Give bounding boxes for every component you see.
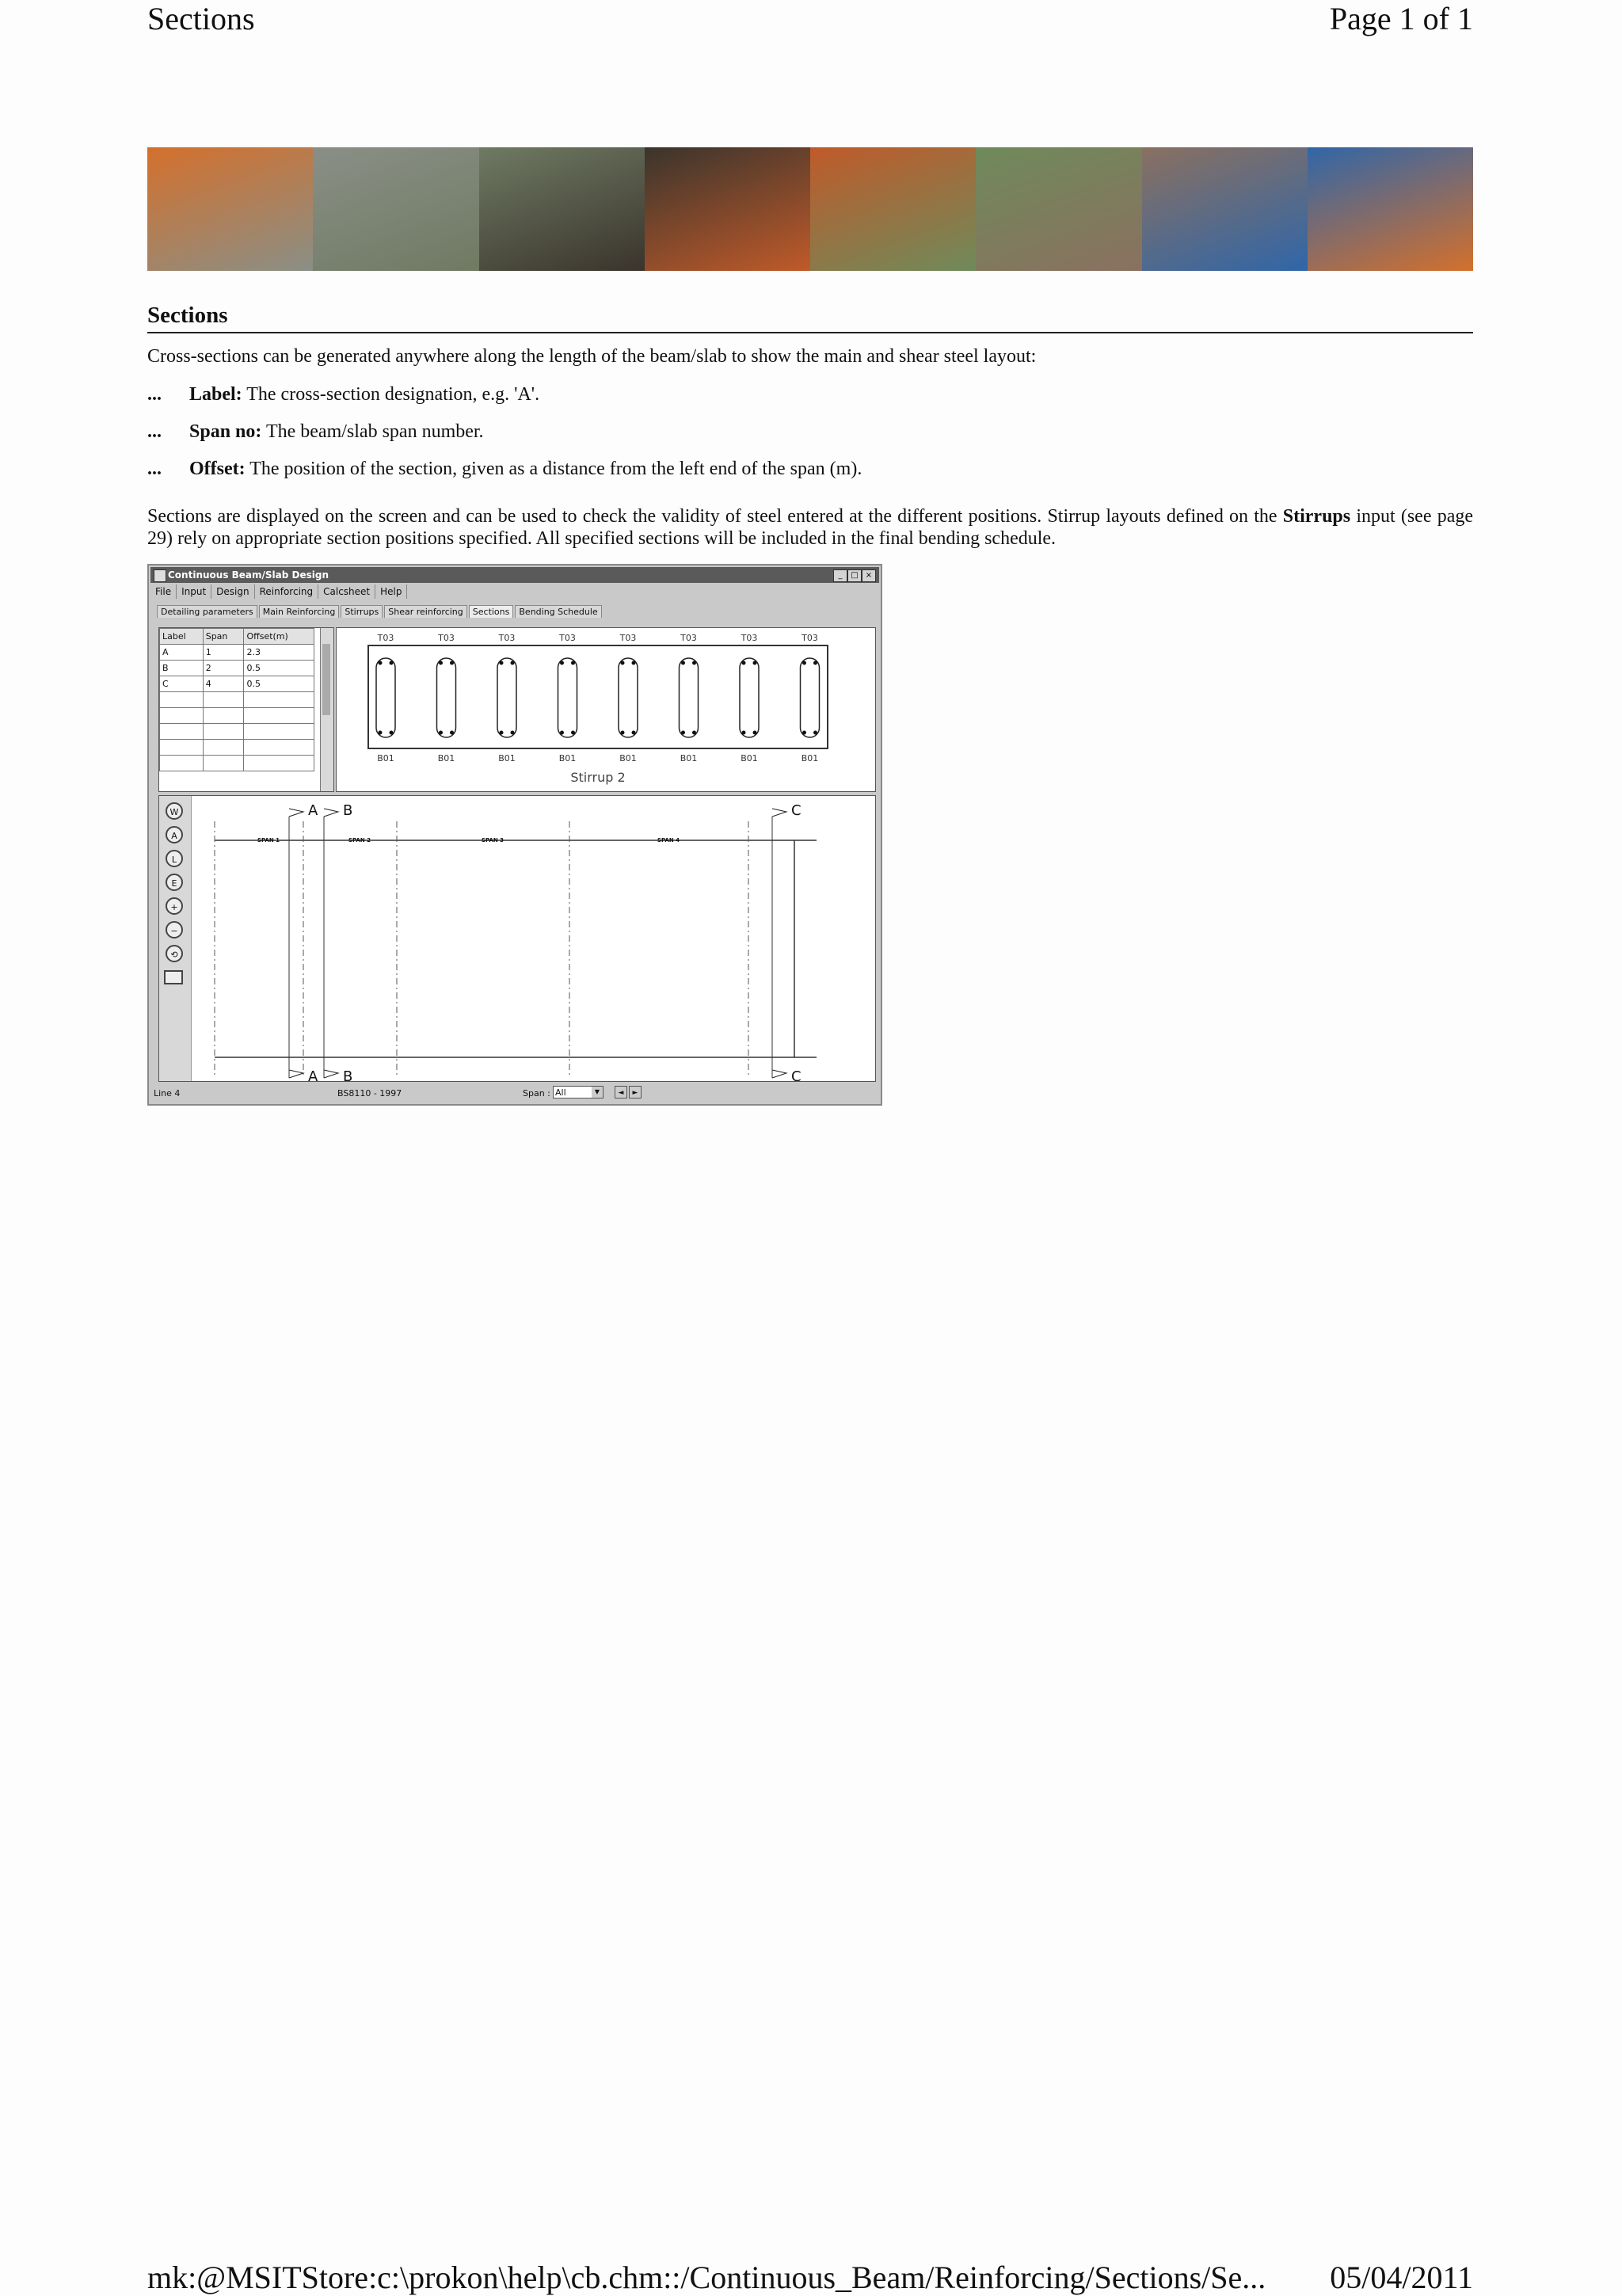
section-arrow-bottom <box>324 1070 338 1078</box>
section-arrow-top <box>772 809 786 817</box>
menu-design[interactable]: Design <box>211 584 254 599</box>
intro-paragraph: Cross-sections can be generated anywhere along the length of the beam/slab to show the main and shear steel layout: <box>147 346 1037 367</box>
span-label: Span : <box>523 1088 550 1099</box>
stirrup-shape <box>376 658 395 737</box>
column-header-offset[interactable]: Offset(m) <box>244 629 314 645</box>
app-icon <box>154 569 166 582</box>
table-cell[interactable] <box>244 692 314 708</box>
table-cell[interactable]: 1 <box>203 645 244 661</box>
table-row[interactable] <box>160 740 314 756</box>
close-button[interactable]: × <box>862 569 876 582</box>
span-select[interactable]: All ▼ <box>553 1086 603 1099</box>
stirrup-shape <box>437 658 456 737</box>
top-bar <box>813 661 817 665</box>
menu-reinforcing[interactable]: Reinforcing <box>255 584 319 599</box>
pan-icon[interactable]: ⟲ <box>166 945 183 962</box>
bottom-bar <box>802 731 806 735</box>
banner-photo <box>810 147 976 271</box>
section-arrow-bottom <box>289 1070 303 1078</box>
top-bar <box>390 661 394 665</box>
tab-main-reinforcing[interactable]: Main Reinforcing <box>259 605 340 618</box>
tool-strip <box>159 796 192 1081</box>
tab-sections[interactable]: Sections <box>469 605 514 618</box>
zoom-left-icon[interactable]: L <box>166 850 183 867</box>
banner-photo <box>313 147 478 271</box>
stirrup-shape <box>740 658 759 737</box>
section-arrow-top <box>324 809 338 817</box>
bottom-bar <box>450 731 454 735</box>
top-bar <box>560 661 564 665</box>
menu-help[interactable]: Help <box>375 584 407 599</box>
top-bar-label: T03 <box>619 633 637 643</box>
top-bar <box>439 661 443 665</box>
next-span-button[interactable]: ► <box>629 1086 642 1099</box>
list-item: ... Span no: The beam/slab span number. <box>147 421 484 442</box>
table-cell[interactable]: A <box>160 645 204 661</box>
bottom-bar <box>511 731 515 735</box>
table-cell[interactable]: 4 <box>203 676 244 692</box>
span-label: SPAN 1 <box>257 837 280 843</box>
tab-detailing-parameters[interactable]: Detailing parameters <box>157 605 257 618</box>
stirrup-shape <box>497 658 516 737</box>
previous-span-button[interactable]: ◄ <box>615 1086 627 1099</box>
table-row[interactable] <box>160 676 314 692</box>
bottom-bar <box>681 731 685 735</box>
stirrup-shape <box>558 658 577 737</box>
top-bar <box>450 661 454 665</box>
menu-calcsheet[interactable]: Calcsheet <box>318 584 375 599</box>
bottom-bar-label: B01 <box>741 753 758 763</box>
top-bar-label: T03 <box>438 633 455 643</box>
table-cell[interactable]: C <box>160 676 204 692</box>
zoom-out-icon[interactable]: − <box>166 921 183 939</box>
section-arrow-bottom <box>772 1070 786 1078</box>
cross-section-view <box>336 627 876 792</box>
section-mark-bottom: B <box>343 1068 353 1081</box>
banner-photo <box>1142 147 1308 271</box>
zoom-all-icon[interactable]: A <box>166 826 183 843</box>
scrollbar-thumb[interactable] <box>322 644 330 715</box>
top-bar-label: T03 <box>680 633 697 643</box>
top-bar <box>753 661 757 665</box>
footer-date: 05/04/2011 <box>1330 2260 1473 2295</box>
top-bar-label: T03 <box>801 633 818 643</box>
bottom-bar-label: B01 <box>801 753 819 763</box>
tab-shear-reinforcing[interactable]: Shear reinforcing <box>384 605 467 618</box>
section-arrow-top <box>289 809 303 817</box>
banner-photo <box>645 147 810 271</box>
bottom-bar-label: B01 <box>437 753 455 763</box>
top-bar-label: T03 <box>741 633 758 643</box>
table-cell[interactable]: B <box>160 661 204 676</box>
menu-input[interactable]: Input <box>177 584 211 599</box>
tab-strip <box>157 605 603 619</box>
banner-photo <box>147 147 313 271</box>
bottom-bar <box>390 731 394 735</box>
table-cell[interactable]: 2.3 <box>244 645 314 661</box>
table-row[interactable] <box>160 724 314 740</box>
sections-table <box>159 628 314 771</box>
top-bar <box>571 661 575 665</box>
bottom-bar <box>692 731 696 735</box>
banner-photo <box>1308 147 1473 271</box>
status-line: Line 4 <box>154 1088 181 1099</box>
span-label: SPAN 3 <box>481 837 504 843</box>
tab-stirrups[interactable]: Stirrups <box>341 605 383 618</box>
bottom-bar-label: B01 <box>498 753 516 763</box>
bottom-bar-label: B01 <box>680 753 698 763</box>
section-mark-top: B <box>343 802 353 819</box>
table-cell[interactable]: 2 <box>203 661 244 676</box>
bottom-bar <box>560 731 564 735</box>
app-window <box>147 564 882 1106</box>
top-bar <box>379 661 383 665</box>
list-item: ... Label: The cross-section designation, e.g. 'A'. <box>147 384 540 405</box>
bottom-bar <box>500 731 504 735</box>
list-item: ... Offset: The position of the section, given as a distance from the left end of the span (m). <box>147 459 862 479</box>
top-bar <box>621 661 625 665</box>
section-caption: Stirrup 2 <box>570 770 626 785</box>
footer-path: mk:@MSITStore:c:\prokon\help\cb.chm::/Continuous_Beam/Reinforcing/Sections/Se... <box>147 2260 1266 2295</box>
zoom-in-icon[interactable]: + <box>166 897 183 915</box>
bottom-bar <box>753 731 757 735</box>
table-cell[interactable] <box>244 756 314 771</box>
top-bar-label: T03 <box>559 633 576 643</box>
zoom-extents-icon[interactable]: E <box>166 874 183 891</box>
bottom-bar <box>379 731 383 735</box>
stirrup-shape <box>801 658 820 737</box>
table-cell[interactable] <box>244 724 314 740</box>
table-cell[interactable]: 0.5 <box>244 676 314 692</box>
maximize-button[interactable]: □ <box>847 569 862 582</box>
stirrup-shape <box>680 658 699 737</box>
bottom-bar <box>632 731 636 735</box>
top-bar <box>681 661 685 665</box>
table-cell[interactable] <box>244 708 314 724</box>
top-bar <box>632 661 636 665</box>
top-bar <box>500 661 504 665</box>
table-row[interactable] <box>160 692 314 708</box>
beam-elevation-drawing <box>191 796 874 1081</box>
span-label: SPAN 2 <box>348 837 371 843</box>
span-label: SPAN 4 <box>657 837 680 843</box>
description-paragraph: Sections are displayed on the screen and can be used to check the validity of steel entered at the different positions. Stirrup layouts defined on the Stirrups input (see page 29) rely on appropriate section positions specified. All specified sections will be included in the final bending schedule. <box>147 506 1473 549</box>
print-icon[interactable] <box>164 970 183 984</box>
banner-photo <box>479 147 645 271</box>
top-bar-label: T03 <box>377 633 394 643</box>
top-bar-label: T03 <box>498 633 516 643</box>
section-mark-top: A <box>308 802 318 819</box>
page-header-title: Sections <box>147 1 255 36</box>
table-row[interactable] <box>160 661 314 676</box>
table-cell[interactable] <box>160 692 204 708</box>
table-cell[interactable] <box>203 740 244 756</box>
window-title: Continuous Beam/Slab Design <box>168 569 329 581</box>
bottom-bar <box>439 731 443 735</box>
sections-grid <box>158 627 334 792</box>
tab-bending-schedule[interactable]: Bending Schedule <box>515 605 601 618</box>
bottom-bar-label: B01 <box>619 753 637 763</box>
cross-section-drawing <box>337 628 875 791</box>
table-row[interactable] <box>160 708 314 724</box>
bottom-bar-label: B01 <box>377 753 394 763</box>
top-bar <box>742 661 746 665</box>
column-header-span[interactable]: Span <box>203 629 244 645</box>
section-mark-top: C <box>791 802 801 819</box>
table-cell[interactable] <box>203 756 244 771</box>
column-header-label[interactable]: Label <box>160 629 204 645</box>
table-row[interactable] <box>160 756 314 771</box>
table-cell[interactable] <box>203 708 244 724</box>
bottom-bar <box>742 731 746 735</box>
top-bar <box>511 661 515 665</box>
bottom-bar <box>621 731 625 735</box>
table-cell[interactable] <box>160 724 204 740</box>
minimize-button[interactable]: _ <box>833 569 847 582</box>
page-number: Page 1 of 1 <box>1329 1 1473 36</box>
bottom-bar <box>813 731 817 735</box>
table-row[interactable] <box>160 645 314 661</box>
bottom-bar-label: B01 <box>558 753 577 763</box>
stirrup-shape <box>619 658 638 737</box>
banner-photo <box>976 147 1141 271</box>
grid-scrollbar[interactable] <box>320 628 333 791</box>
table-cell[interactable] <box>203 724 244 740</box>
section-mark-bottom: C <box>791 1068 801 1081</box>
table-cell[interactable] <box>160 708 204 724</box>
bottom-bar <box>571 731 575 735</box>
menu-file[interactable]: File <box>150 584 177 599</box>
status-design-code: BS8110 - 1997 <box>337 1088 402 1099</box>
table-cell[interactable] <box>160 740 204 756</box>
table-cell[interactable] <box>203 692 244 708</box>
menu-bar <box>150 584 879 600</box>
table-cell[interactable]: 0.5 <box>244 661 314 676</box>
status-bar <box>150 1083 879 1102</box>
section-heading: Sections <box>147 303 1473 333</box>
zoom-window-icon[interactable]: W <box>166 802 183 820</box>
table-cell[interactable] <box>244 740 314 756</box>
title-bar <box>150 567 879 583</box>
top-bar <box>802 661 806 665</box>
chevron-down-icon[interactable]: ▼ <box>592 1087 603 1098</box>
banner-photo-strip <box>147 147 1473 271</box>
elevation-view <box>158 795 876 1082</box>
top-bar <box>692 661 696 665</box>
section-mark-bottom: A <box>308 1068 318 1081</box>
table-cell[interactable] <box>160 756 204 771</box>
